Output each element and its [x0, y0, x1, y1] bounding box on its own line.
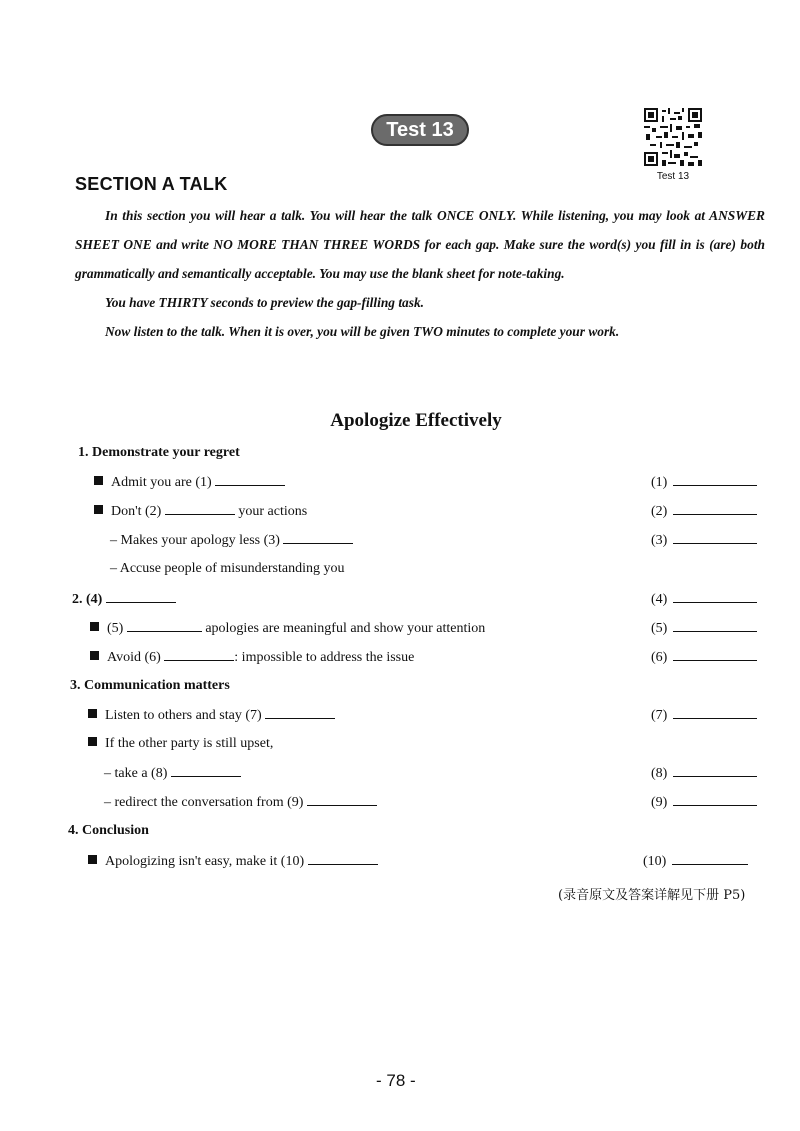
- answer-label: (10): [643, 854, 667, 869]
- inline-blank: [308, 852, 378, 865]
- qr-code-icon: [644, 108, 702, 166]
- reference-note: (录音原文及答案详解见下册 P5): [558, 888, 746, 903]
- line-text: – take a (8): [104, 766, 168, 781]
- inline-blank: [171, 764, 241, 777]
- outline-line-8: [88, 735, 273, 753]
- instructions: [75, 201, 765, 346]
- square-bullet-icon: [90, 651, 99, 660]
- answer-line: [673, 648, 757, 661]
- answer-line: [673, 619, 757, 632]
- outline-heading-4: 4. Conclusion: [68, 823, 149, 838]
- line-text: Avoid (6): [107, 650, 161, 665]
- line-text: Don't (2): [111, 504, 162, 519]
- line-text: : impossible to address the issue: [234, 650, 415, 665]
- answer-blank-6: [651, 648, 757, 667]
- answer-label: (2): [651, 504, 668, 519]
- answer-label: (7): [651, 708, 668, 723]
- line-text: Apologizing isn't easy, make it (10): [105, 854, 305, 869]
- answer-blank-10: [643, 852, 748, 871]
- answer-blank-7: [651, 706, 757, 725]
- instruction-preview: You have THIRTY seconds to preview the gap-filling task.: [105, 295, 425, 310]
- line-text: Admit you are (1): [111, 475, 212, 490]
- square-bullet-icon: [94, 505, 103, 514]
- outline-line-4: – Accuse people of misunderstanding you: [110, 561, 345, 576]
- outline-heading-1: 1. Demonstrate your regret: [78, 445, 240, 460]
- answer-blank-8: [651, 764, 757, 783]
- square-bullet-icon: [88, 709, 97, 718]
- answer-line: [673, 473, 757, 486]
- answer-label: (6): [651, 650, 668, 665]
- line-text: Listen to others and stay (7): [105, 708, 262, 723]
- outline-line-9: [104, 764, 241, 783]
- answer-blank-2: [651, 502, 757, 521]
- answer-blank-9: [651, 793, 757, 812]
- inline-blank: [283, 531, 353, 544]
- page-number: - 78 -: [376, 1071, 416, 1090]
- line-text: (5): [107, 621, 124, 636]
- answer-line: [673, 502, 757, 515]
- instruction-main: In this section you will hear a talk. You will hear the talk ONCE ONLY. While listening, you may look at ANSWER SHEET ONE and write NO MORE THAN THREE WORDS for each gap. Make sure the word(s) you fill in is (are) both grammatically and semantically acceptable. You may use the blank sheet for note-taking.: [75, 208, 765, 281]
- answer-blank-1: [651, 473, 757, 492]
- square-bullet-icon: [88, 855, 97, 864]
- section-title: SECTION A TALK: [75, 174, 228, 194]
- line-text: apologies are meaningful and show your attention: [205, 621, 486, 636]
- answer-label: (9): [651, 795, 668, 810]
- outline-line-1: [94, 473, 285, 492]
- inline-blank: [307, 793, 377, 806]
- answer-line: [673, 590, 757, 603]
- line-text: – Makes your apology less (3): [110, 533, 280, 548]
- answer-label: (4): [651, 592, 668, 607]
- answer-line: [673, 706, 757, 719]
- test-badge: Test 13: [371, 114, 469, 146]
- inline-blank: [165, 502, 235, 515]
- outline-heading-2: [72, 590, 176, 609]
- answer-blank-5: [651, 619, 757, 638]
- outline-line-6: [90, 648, 414, 667]
- outline-line-3: [110, 531, 353, 550]
- inline-blank: [127, 619, 202, 632]
- answer-label: (3): [651, 533, 668, 548]
- inline-blank: [164, 648, 234, 661]
- qr-label: Test 13: [656, 171, 690, 182]
- answer-line: [673, 531, 757, 544]
- line-text: – redirect the conversation from (9): [104, 795, 304, 810]
- outline-line-10: [104, 793, 377, 812]
- answer-blank-3: [651, 531, 757, 550]
- outline-line-7: [88, 706, 335, 725]
- inline-blank: [265, 706, 335, 719]
- outline-heading-3: 3. Communication matters: [70, 678, 230, 693]
- line-text: 2. (4): [72, 592, 103, 607]
- instruction-listen: Now listen to the talk. When it is over, you will be given TWO minutes to complete your work.: [105, 324, 620, 339]
- outline-line-2: [94, 502, 307, 521]
- answer-blank-4: [651, 590, 757, 609]
- answer-line: [673, 764, 757, 777]
- inline-blank: [215, 473, 285, 486]
- answer-line: [673, 793, 757, 806]
- outline-line-11: [88, 852, 378, 871]
- outline-title: Apologize Effectively: [330, 410, 502, 431]
- square-bullet-icon: [88, 737, 97, 746]
- answer-label: (1): [651, 475, 668, 490]
- square-bullet-icon: [90, 622, 99, 631]
- answer-label: (8): [651, 766, 668, 781]
- line-text: your actions: [238, 504, 308, 519]
- square-bullet-icon: [94, 476, 103, 485]
- line-text: If the other party is still upset,: [105, 736, 274, 751]
- outline-line-5: [90, 619, 485, 638]
- inline-blank: [106, 590, 176, 603]
- answer-line: [672, 852, 748, 865]
- answer-label: (5): [651, 621, 668, 636]
